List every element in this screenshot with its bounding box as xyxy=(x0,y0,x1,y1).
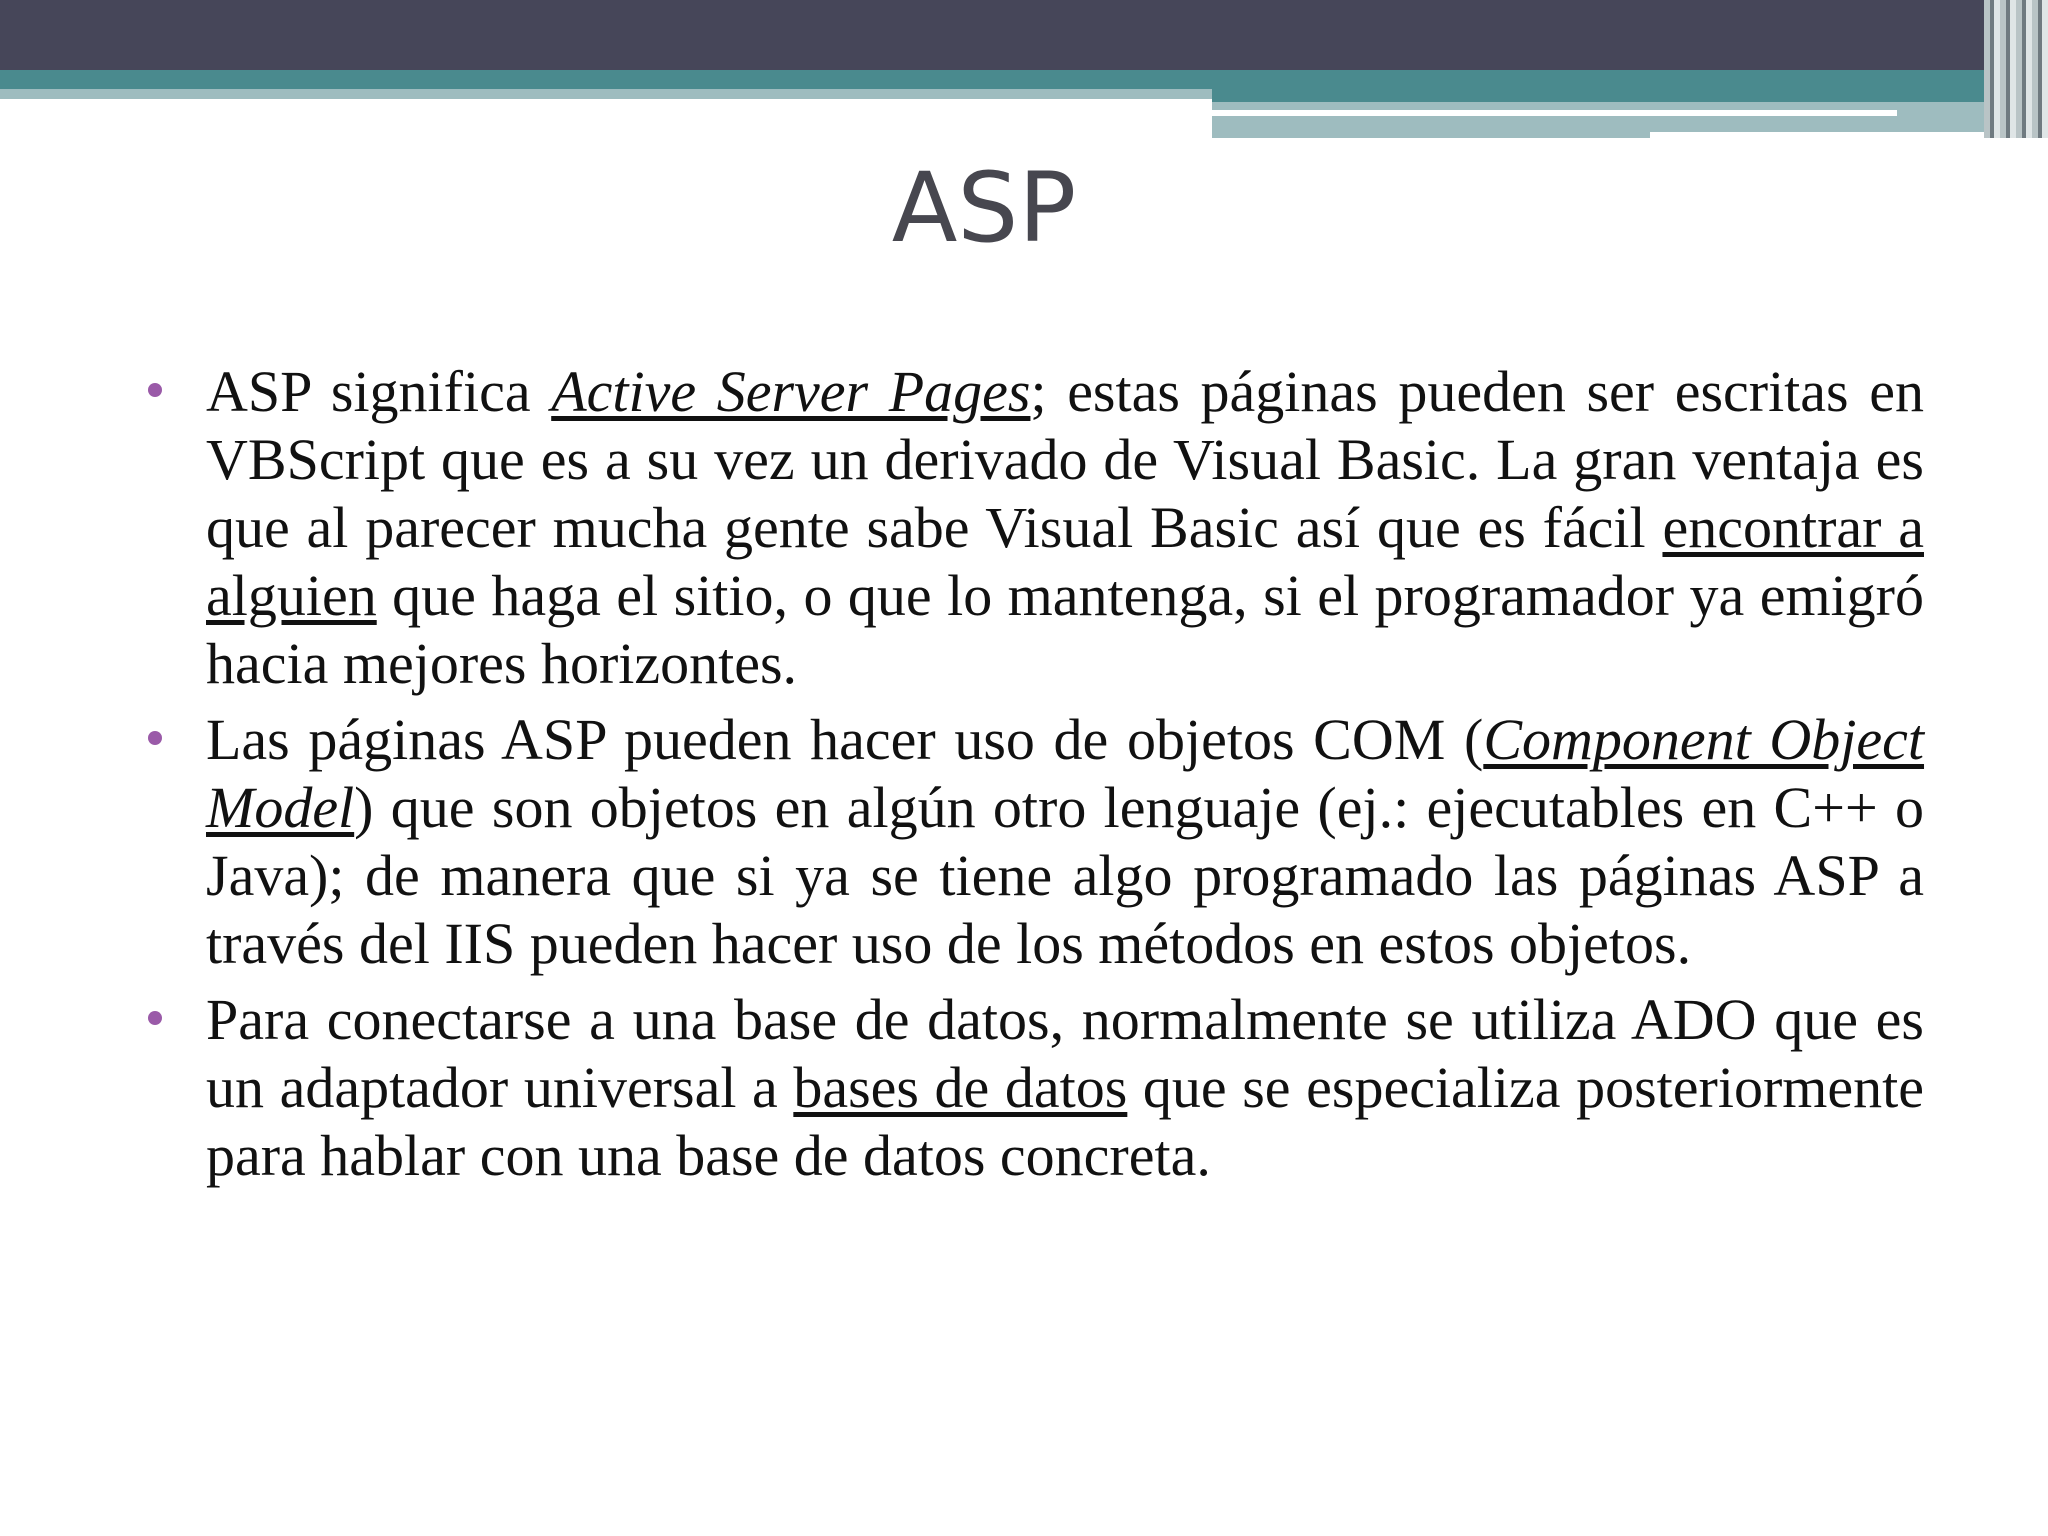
bullet-text: que haga el sitio, o que lo mantenga, si el programador ya emigró hacia mejores horizontes. xyxy=(206,563,1924,696)
bullet-text: ASP significa xyxy=(206,359,552,424)
header-band-teal xyxy=(0,70,2048,89)
header-right-band-teal xyxy=(1212,89,2048,102)
slide-title: ASP xyxy=(891,152,1077,264)
bullet-text: Para conectarse a una base de datos, normalmente se utiliza ADO que es un adaptador universal a xyxy=(206,987,1924,1120)
header-band-dark xyxy=(0,0,2048,70)
bullet-text: ) que son objetos en algún otro lenguaje (ej.: ejecutables en C++ o Java); de manera que si ya se tiene algo programado las páginas ASP a través del IIS pueden hacer uso de los métodos en estos objetos. xyxy=(206,775,1924,976)
bullet-link[interactable]: Active Server Pages xyxy=(551,359,1031,424)
bullet-link[interactable]: encontrar a alguien xyxy=(206,495,1924,628)
bullet-item xyxy=(144,986,1924,1190)
header-edge-stripes xyxy=(1984,0,2048,138)
bullet-item xyxy=(144,706,1924,978)
bullet-text: ; estas páginas pueden ser escritas en VBScript que es a su vez un derivado de Visual Basic. La gran ventaja es que al parecer mucha gente sabe Visual Basic así que es fácil xyxy=(206,359,1924,560)
bullet-link[interactable]: Component Object Model xyxy=(206,707,1925,840)
bullet-dot-icon xyxy=(148,1011,162,1025)
bullet-link[interactable]: bases de datos xyxy=(793,1055,1128,1120)
bullet-list xyxy=(144,358,1924,1198)
bullet-dot-icon xyxy=(148,383,162,397)
bullet-dot-icon xyxy=(148,731,162,745)
bullet-text: que se especializa posteriormente para hablar con una base de datos concreta. xyxy=(206,1055,1924,1188)
bullet-text: Las páginas ASP pueden hacer uso de objetos COM ( xyxy=(206,707,1484,772)
header-right-stripe xyxy=(1212,110,1897,116)
header-band-light xyxy=(0,89,1212,99)
bullet-item xyxy=(144,358,1924,698)
